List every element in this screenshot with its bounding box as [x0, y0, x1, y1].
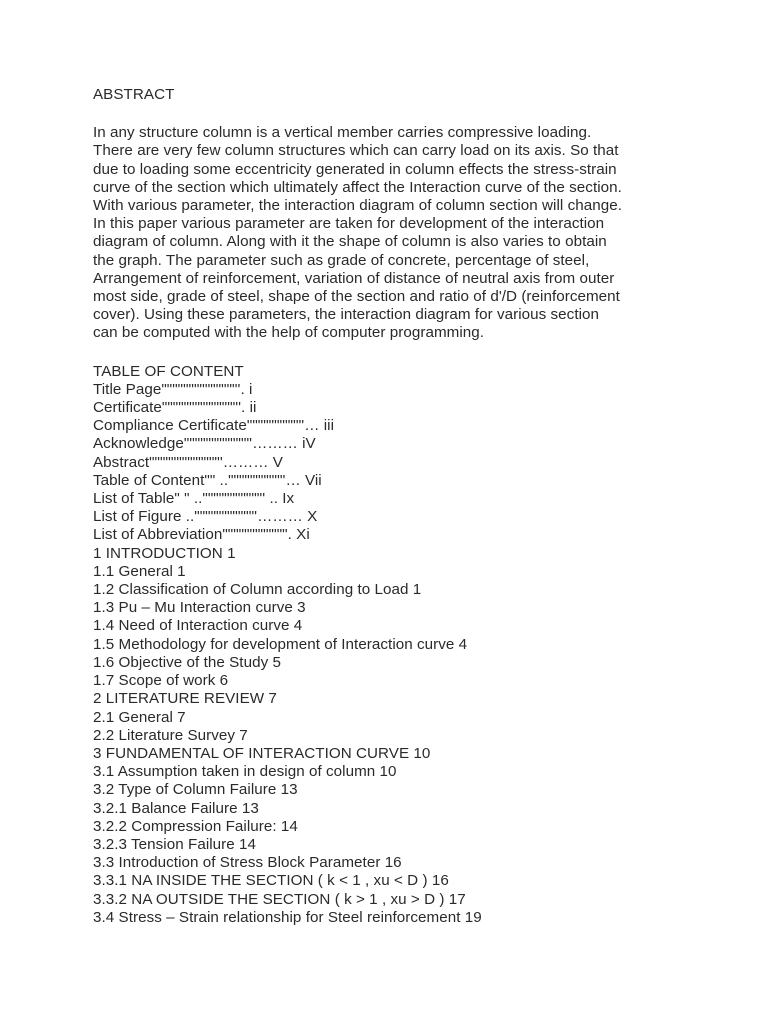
toc-heading: TABLE OF CONTENT	[93, 362, 244, 380]
abstract-line: most side, grade of steel, shape of the section and ratio of d'/D (reinforcement	[93, 288, 620, 306]
abstract-heading: ABSTRACT	[93, 86, 175, 103]
toc-entry: 3 FUNDAMENTAL OF INTERACTION CURVE 10	[93, 744, 431, 762]
toc-entry: 1.1 General 1	[93, 562, 186, 580]
toc-entry: 3.1 Assumption taken in design of column 10	[93, 763, 397, 781]
toc-entry: 3.2.3 Tension Failure 14	[93, 835, 257, 853]
toc-entry: 1.7 Scope of work 6	[93, 672, 229, 690]
toc-entry: 3.2 Type of Column Failure 13	[93, 781, 298, 799]
toc-entry: Compliance Certificate""""""""""'… iii	[93, 417, 335, 435]
abstract-line: diagram of column. Along with it the shape of column is also varies to obtain	[93, 233, 607, 251]
abstract-line: curve of the section which ultimately affect the Interaction curve of the section.	[93, 178, 622, 196]
toc-entry: Table of Content"" ..""""""""""'… Vii	[93, 471, 322, 489]
toc-entry: 2 LITERATURE REVIEW 7	[93, 690, 277, 708]
toc-entry: List of Table" " .."""""""""""' .. Ix	[93, 490, 295, 508]
toc-entry: Title Page""""""""""""""'. i	[93, 380, 253, 398]
abstract-line: due to loading some eccentricity generated in column effects the stress-strain	[93, 160, 617, 178]
abstract-line: In this paper various parameter are taken for development of the interaction	[93, 215, 605, 233]
abstract-line: can be computed with the help of computer programming.	[93, 324, 485, 342]
toc-entry: List of Abbreviation"""""""""""". Xi	[93, 526, 310, 544]
toc-entry: Abstract"""""""""""""'……… V	[93, 453, 283, 471]
abstract-line: cover). Using these parameters, the interaction diagram for various section	[93, 306, 600, 324]
toc-entry: 3.2.2 Compression Failure: 14	[93, 817, 298, 835]
spacer	[93, 104, 693, 124]
toc-entry: 1.5 Methodology for development of Interaction curve 4	[93, 635, 468, 653]
toc-entry: 3.3.1 NA INSIDE THE SECTION ( k < 1 , xu < D ) 16	[93, 872, 449, 890]
abstract-line: With various parameter, the interaction diagram of column section will change.	[93, 197, 622, 215]
abstract-line: There are very few column structures which can carry load on its axis. So that	[93, 142, 619, 160]
toc-list	[93, 381, 693, 927]
toc-entry: 1.4 Need of Interaction curve 4	[93, 617, 303, 635]
toc-entry: Acknowledge""""""""""""'……… iV	[93, 435, 316, 453]
toc-entry: 3.4 Stress – Strain relationship for Steel reinforcement 19	[93, 908, 482, 926]
toc-entry: 1 INTRODUCTION 1	[93, 544, 236, 562]
toc-entry: Certificate""""""""""""""'. ii	[93, 399, 257, 417]
abstract-line: In any structure column is a vertical member carries compressive loading.	[93, 124, 592, 142]
abstract-line: Arrangement of reinforcement, variation of distance of neutral axis from outer	[93, 269, 615, 287]
spacer	[93, 343, 693, 363]
toc-entry: 2.2 Literature Survey 7	[93, 726, 248, 744]
toc-entry: 3.3.2 NA OUTSIDE THE SECTION ( k > 1 , xu > D ) 17	[93, 890, 466, 908]
document-body	[93, 86, 693, 927]
toc-entry: 2.1 General 7	[93, 708, 186, 726]
toc-entry: 1.2 Classification of Column according to Load 1	[93, 581, 422, 599]
toc-entry: 3.2.1 Balance Failure 13	[93, 799, 259, 817]
toc-entry: 1.6 Objective of the Study 5	[93, 653, 281, 671]
toc-entry: 1.3 Pu – Mu Interaction curve 3	[93, 599, 306, 617]
toc-entry: List of Figure .."""""""""""'……… X	[93, 508, 318, 526]
abstract-line: the graph. The parameter such as grade of concrete, percentage of steel,	[93, 251, 590, 269]
abstract-paragraph	[93, 124, 693, 342]
toc-entry: 3.3 Introduction of Stress Block Parameter 16	[93, 854, 402, 872]
